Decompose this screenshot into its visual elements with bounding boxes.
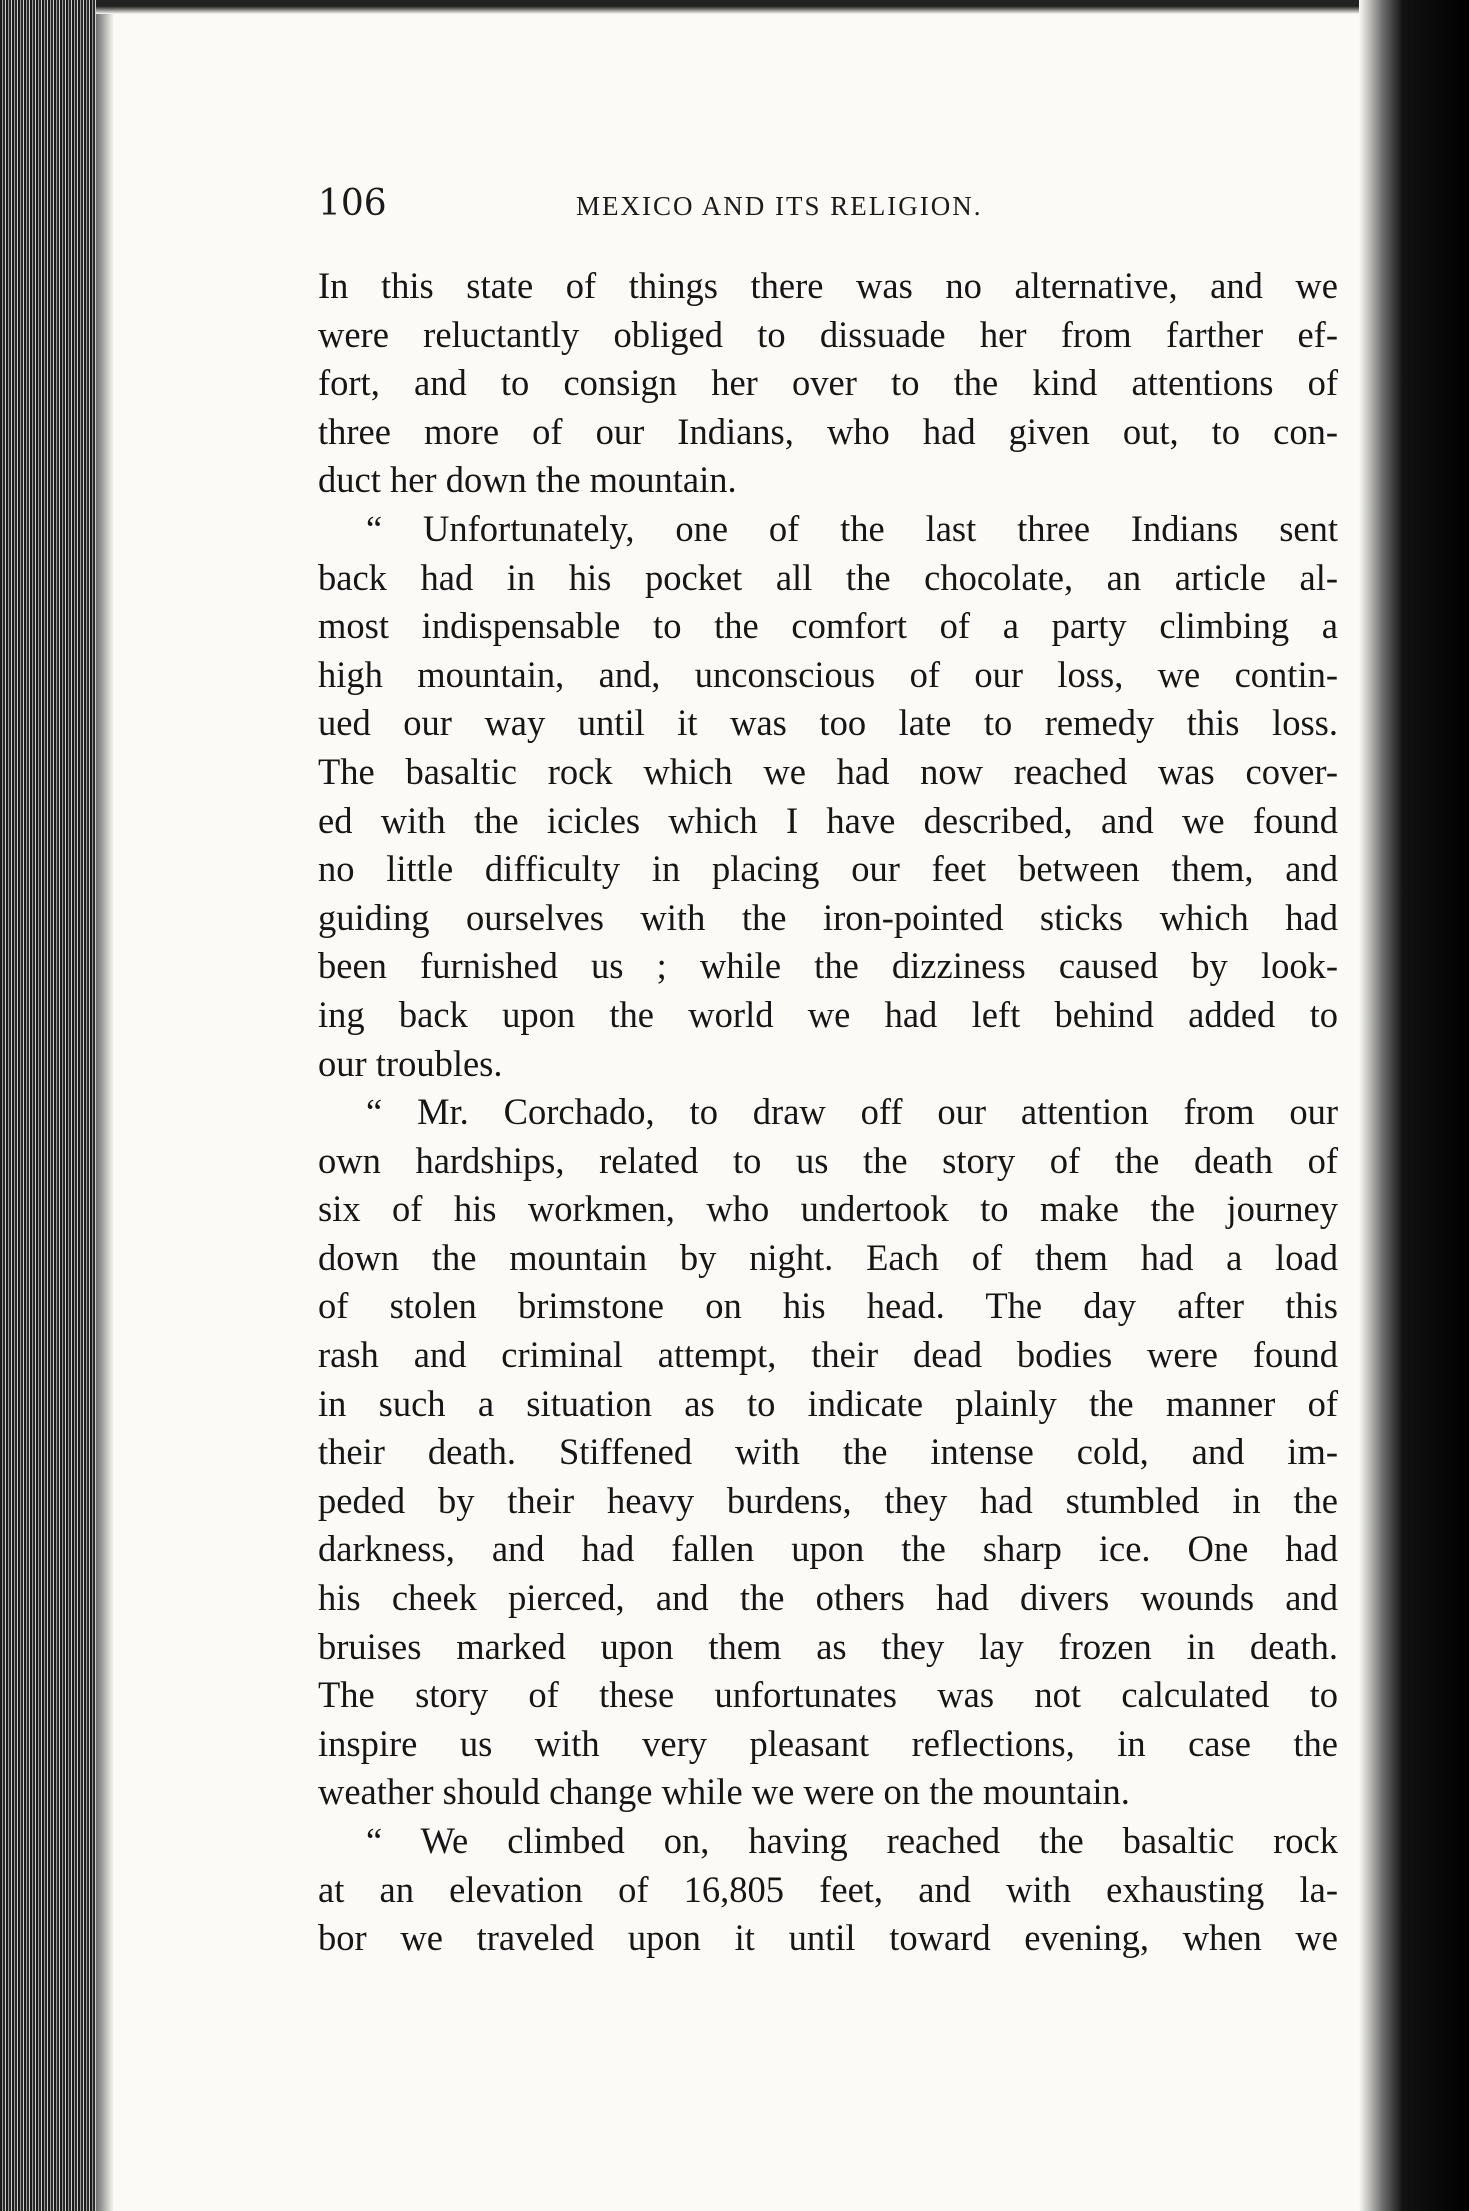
running-head <box>318 183 1338 233</box>
text-line: ed with the icicles which I have described, and we found <box>318 799 1338 841</box>
text-line: The basaltic rock which we had now reached was cover- <box>318 750 1338 792</box>
text-line: back had in his pocket all the chocolate, an article al- <box>318 556 1338 598</box>
text-line: of stolen brimstone on his head. The day after this <box>318 1285 1338 1327</box>
text-line: ing back upon the world we had left behind added to <box>318 993 1338 1035</box>
text-line: down the mountain by night. Each of them had a load <box>318 1236 1338 1278</box>
text-line: inspire us with very pleasant reflections, in case the <box>318 1722 1338 1764</box>
text-line: fort, and to consign her over to the kind attentions of <box>318 362 1338 404</box>
text-line: darkness, and had fallen upon the sharp ice. One had <box>318 1528 1338 1570</box>
text-line: no little difficulty in placing our feet between them, and <box>318 848 1338 890</box>
text-line: in such a situation as to indicate plainly the manner of <box>318 1382 1338 1424</box>
text-line: six of his workmen, who undertook to make the journey <box>318 1188 1338 1230</box>
right-page-edge-shadow <box>1359 0 1469 2211</box>
text-line: rash and criminal attempt, their dead bodies were found <box>318 1334 1338 1376</box>
text-line: duct her down the mountain. <box>318 459 737 501</box>
book-binding-edge <box>0 0 96 2211</box>
text-line: weather should change while we were on the mountain. <box>318 1771 1130 1813</box>
text-line: own hardships, related to us the story of the death of <box>318 1139 1338 1181</box>
text-line: ued our way until it was too late to remedy this loss. <box>318 702 1338 744</box>
text-line: The story of these unfortunates was not calculated to <box>318 1674 1338 1716</box>
top-page-edge <box>96 0 1469 14</box>
text-line: at an elevation of 16,805 feet, and with exhausting la- <box>318 1868 1338 1910</box>
text-line: high mountain, and, unconscious of our loss, we contin- <box>318 653 1338 695</box>
text-line: bruises marked upon them as they lay frozen in death. <box>318 1625 1338 1667</box>
text-line: our troubles. <box>318 1042 503 1084</box>
text-line: most indispensable to the comfort of a party climbing a <box>318 605 1338 647</box>
body-text <box>318 262 1338 1963</box>
text-line: “ Unfortunately, one of the last three Indians sent <box>366 507 1338 549</box>
text-line: been furnished us ; while the dizziness caused by look- <box>318 945 1338 987</box>
binding-shadow <box>96 0 114 2211</box>
text-line: his cheek pierced, and the others had divers wounds and <box>318 1577 1338 1619</box>
text-line: were reluctantly obliged to dissuade her from farther ef- <box>318 313 1338 355</box>
text-line: three more of our Indians, who had given out, to con- <box>318 410 1338 452</box>
text-line: “ We climbed on, having reached the basaltic rock <box>366 1820 1338 1861</box>
text-line: guiding ourselves with the iron-pointed sticks which had <box>318 896 1338 938</box>
text-line: In this state of things there was no alternative, and we <box>318 265 1338 306</box>
text-line: bor we traveled upon it until toward evening, when we <box>318 1917 1338 1959</box>
running-title: MEXICO AND ITS RELIGION. <box>576 191 983 221</box>
text-line: “ Mr. Corchado, to draw off our attention from our <box>366 1091 1338 1133</box>
page-number: 106 <box>318 183 387 224</box>
text-line: their death. Stiffened with the intense cold, and im- <box>318 1431 1338 1473</box>
text-line: peded by their heavy burdens, they had stumbled in the <box>318 1479 1338 1521</box>
